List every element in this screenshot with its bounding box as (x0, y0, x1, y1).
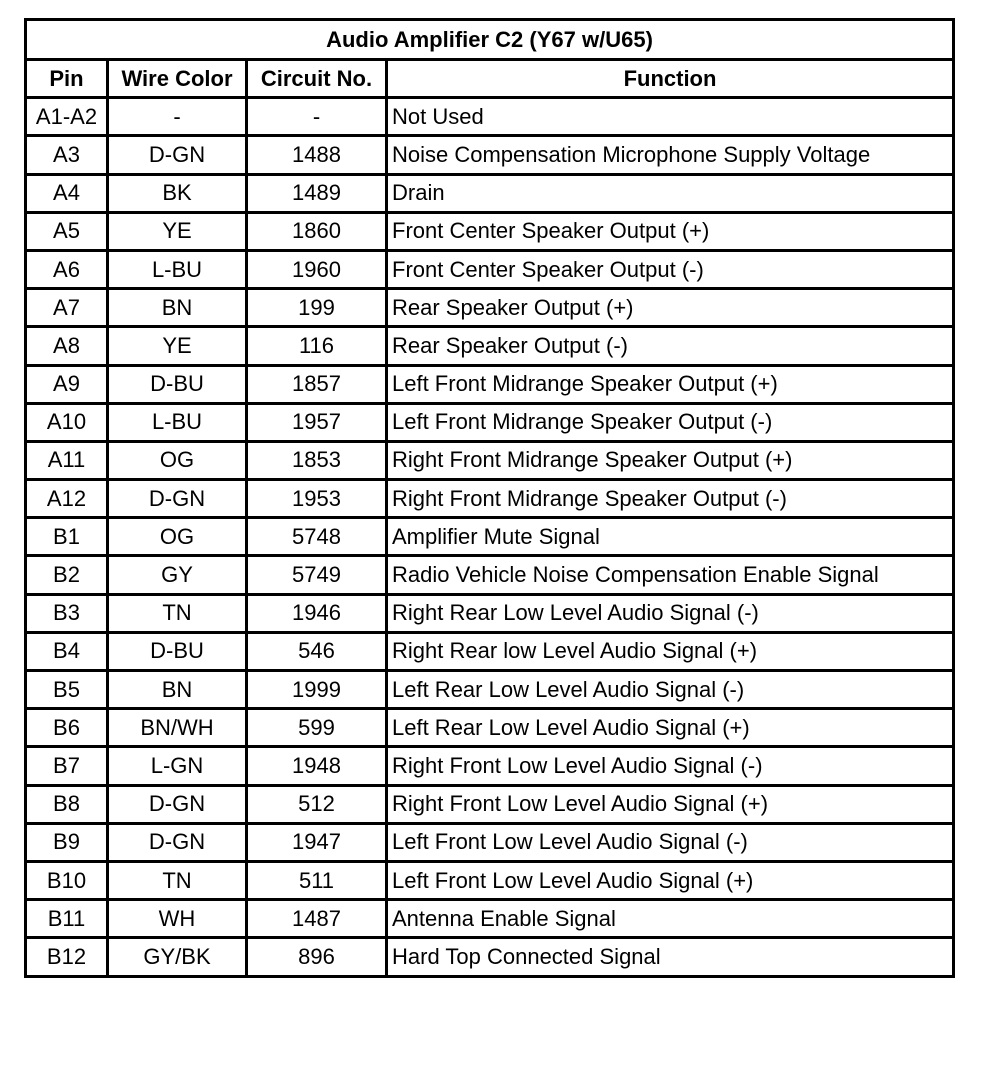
circuit-no-cell: 511 (247, 861, 387, 899)
pin-cell: B2 (26, 556, 108, 594)
function-cell: Left Rear Low Level Audio Signal (+) (387, 709, 954, 747)
wire-color-cell: L-BU (108, 403, 247, 441)
table-row (26, 327, 954, 365)
circuit-no-cell: 896 (247, 938, 387, 976)
wire-color-cell: BN (108, 671, 247, 709)
wire-color-cell: GY/BK (108, 938, 247, 976)
table-row (26, 98, 954, 136)
table-row (26, 938, 954, 976)
function-cell: Drain (387, 174, 954, 212)
circuit-no-cell: 512 (247, 785, 387, 823)
pin-cell: B7 (26, 747, 108, 785)
circuit-no-cell: 5748 (247, 518, 387, 556)
function-cell: Right Rear low Level Audio Signal (+) (387, 632, 954, 670)
pin-cell: A1-A2 (26, 98, 108, 136)
table-row (26, 480, 954, 518)
circuit-no-cell: 1999 (247, 671, 387, 709)
function-cell: Front Center Speaker Output (-) (387, 250, 954, 288)
pin-cell: B1 (26, 518, 108, 556)
function-cell: Hard Top Connected Signal (387, 938, 954, 976)
table-row (26, 823, 954, 861)
wire-color-cell: WH (108, 900, 247, 938)
function-cell: Left Rear Low Level Audio Signal (-) (387, 671, 954, 709)
wire-color-cell: BN/WH (108, 709, 247, 747)
circuit-no-cell: 1946 (247, 594, 387, 632)
wire-color-cell: D-GN (108, 823, 247, 861)
wire-color-cell: D-GN (108, 480, 247, 518)
circuit-no-cell: 199 (247, 289, 387, 327)
connector-pinout-table (24, 18, 955, 978)
function-cell: Right Front Low Level Audio Signal (+) (387, 785, 954, 823)
wire-color-cell: L-BU (108, 250, 247, 288)
header-pin: Pin (26, 60, 108, 98)
pin-cell: B11 (26, 900, 108, 938)
function-cell: Left Front Midrange Speaker Output (+) (387, 365, 954, 403)
pin-cell: A7 (26, 289, 108, 327)
wire-color-cell: YE (108, 327, 247, 365)
wire-color-cell: TN (108, 861, 247, 899)
function-cell: Rear Speaker Output (+) (387, 289, 954, 327)
table-title: Audio Amplifier C2 (Y67 w/U65) (26, 20, 954, 60)
table-row (26, 785, 954, 823)
table-row (26, 671, 954, 709)
circuit-no-cell: 1860 (247, 212, 387, 250)
pin-cell: A10 (26, 403, 108, 441)
circuit-no-cell: 1857 (247, 365, 387, 403)
circuit-no-cell: 1960 (247, 250, 387, 288)
pin-cell: A6 (26, 250, 108, 288)
header-circuit-no: Circuit No. (247, 60, 387, 98)
table-row (26, 709, 954, 747)
table-row (26, 861, 954, 899)
pin-cell: A8 (26, 327, 108, 365)
table-row (26, 632, 954, 670)
title-row (26, 20, 954, 60)
header-row (26, 60, 954, 98)
header-wire-color: Wire Color (108, 60, 247, 98)
pin-cell: B6 (26, 709, 108, 747)
table-row (26, 594, 954, 632)
function-cell: Amplifier Mute Signal (387, 518, 954, 556)
pin-cell: A3 (26, 136, 108, 174)
function-cell: Right Front Midrange Speaker Output (+) (387, 441, 954, 479)
circuit-no-cell: 1853 (247, 441, 387, 479)
table-row (26, 250, 954, 288)
pin-cell: B3 (26, 594, 108, 632)
function-cell: Left Front Midrange Speaker Output (-) (387, 403, 954, 441)
pin-cell: B5 (26, 671, 108, 709)
pin-cell: B9 (26, 823, 108, 861)
circuit-no-cell: 1957 (247, 403, 387, 441)
function-cell: Rear Speaker Output (-) (387, 327, 954, 365)
function-cell: Left Front Low Level Audio Signal (+) (387, 861, 954, 899)
circuit-no-cell: 1487 (247, 900, 387, 938)
pin-cell: A9 (26, 365, 108, 403)
wire-color-cell: L-GN (108, 747, 247, 785)
table-row (26, 900, 954, 938)
wire-color-cell: YE (108, 212, 247, 250)
pin-cell: A5 (26, 212, 108, 250)
wire-color-cell: BN (108, 289, 247, 327)
wire-color-cell: D-BU (108, 365, 247, 403)
function-cell: Radio Vehicle Noise Compensation Enable Signal (387, 556, 954, 594)
table-row (26, 365, 954, 403)
table-row (26, 212, 954, 250)
circuit-no-cell: 1488 (247, 136, 387, 174)
table-row (26, 136, 954, 174)
circuit-no-cell: 1948 (247, 747, 387, 785)
table-row (26, 174, 954, 212)
function-cell: Not Used (387, 98, 954, 136)
circuit-no-cell: 546 (247, 632, 387, 670)
wire-color-cell: OG (108, 441, 247, 479)
table-row (26, 441, 954, 479)
circuit-no-cell: 599 (247, 709, 387, 747)
pin-cell: B10 (26, 861, 108, 899)
pin-cell: A12 (26, 480, 108, 518)
header-function: Function (387, 60, 954, 98)
wire-color-cell: TN (108, 594, 247, 632)
circuit-no-cell: 116 (247, 327, 387, 365)
function-cell: Front Center Speaker Output (+) (387, 212, 954, 250)
function-cell: Antenna Enable Signal (387, 900, 954, 938)
wire-color-cell: - (108, 98, 247, 136)
pin-cell: A4 (26, 174, 108, 212)
circuit-no-cell: - (247, 98, 387, 136)
pin-cell: B4 (26, 632, 108, 670)
pin-cell: B12 (26, 938, 108, 976)
table-row (26, 289, 954, 327)
table-row (26, 403, 954, 441)
circuit-no-cell: 1953 (247, 480, 387, 518)
function-cell: Right Front Midrange Speaker Output (-) (387, 480, 954, 518)
table-row (26, 556, 954, 594)
table-body (26, 98, 954, 976)
pin-cell: A11 (26, 441, 108, 479)
circuit-no-cell: 5749 (247, 556, 387, 594)
circuit-no-cell: 1489 (247, 174, 387, 212)
function-cell: Noise Compensation Microphone Supply Voltage (387, 136, 954, 174)
wire-color-cell: D-GN (108, 785, 247, 823)
function-cell: Right Rear Low Level Audio Signal (-) (387, 594, 954, 632)
function-cell: Left Front Low Level Audio Signal (-) (387, 823, 954, 861)
wire-color-cell: D-BU (108, 632, 247, 670)
wire-color-cell: D-GN (108, 136, 247, 174)
pin-cell: B8 (26, 785, 108, 823)
function-cell: Right Front Low Level Audio Signal (-) (387, 747, 954, 785)
wire-color-cell: GY (108, 556, 247, 594)
wire-color-cell: BK (108, 174, 247, 212)
circuit-no-cell: 1947 (247, 823, 387, 861)
table-row (26, 518, 954, 556)
wire-color-cell: OG (108, 518, 247, 556)
table-row (26, 747, 954, 785)
